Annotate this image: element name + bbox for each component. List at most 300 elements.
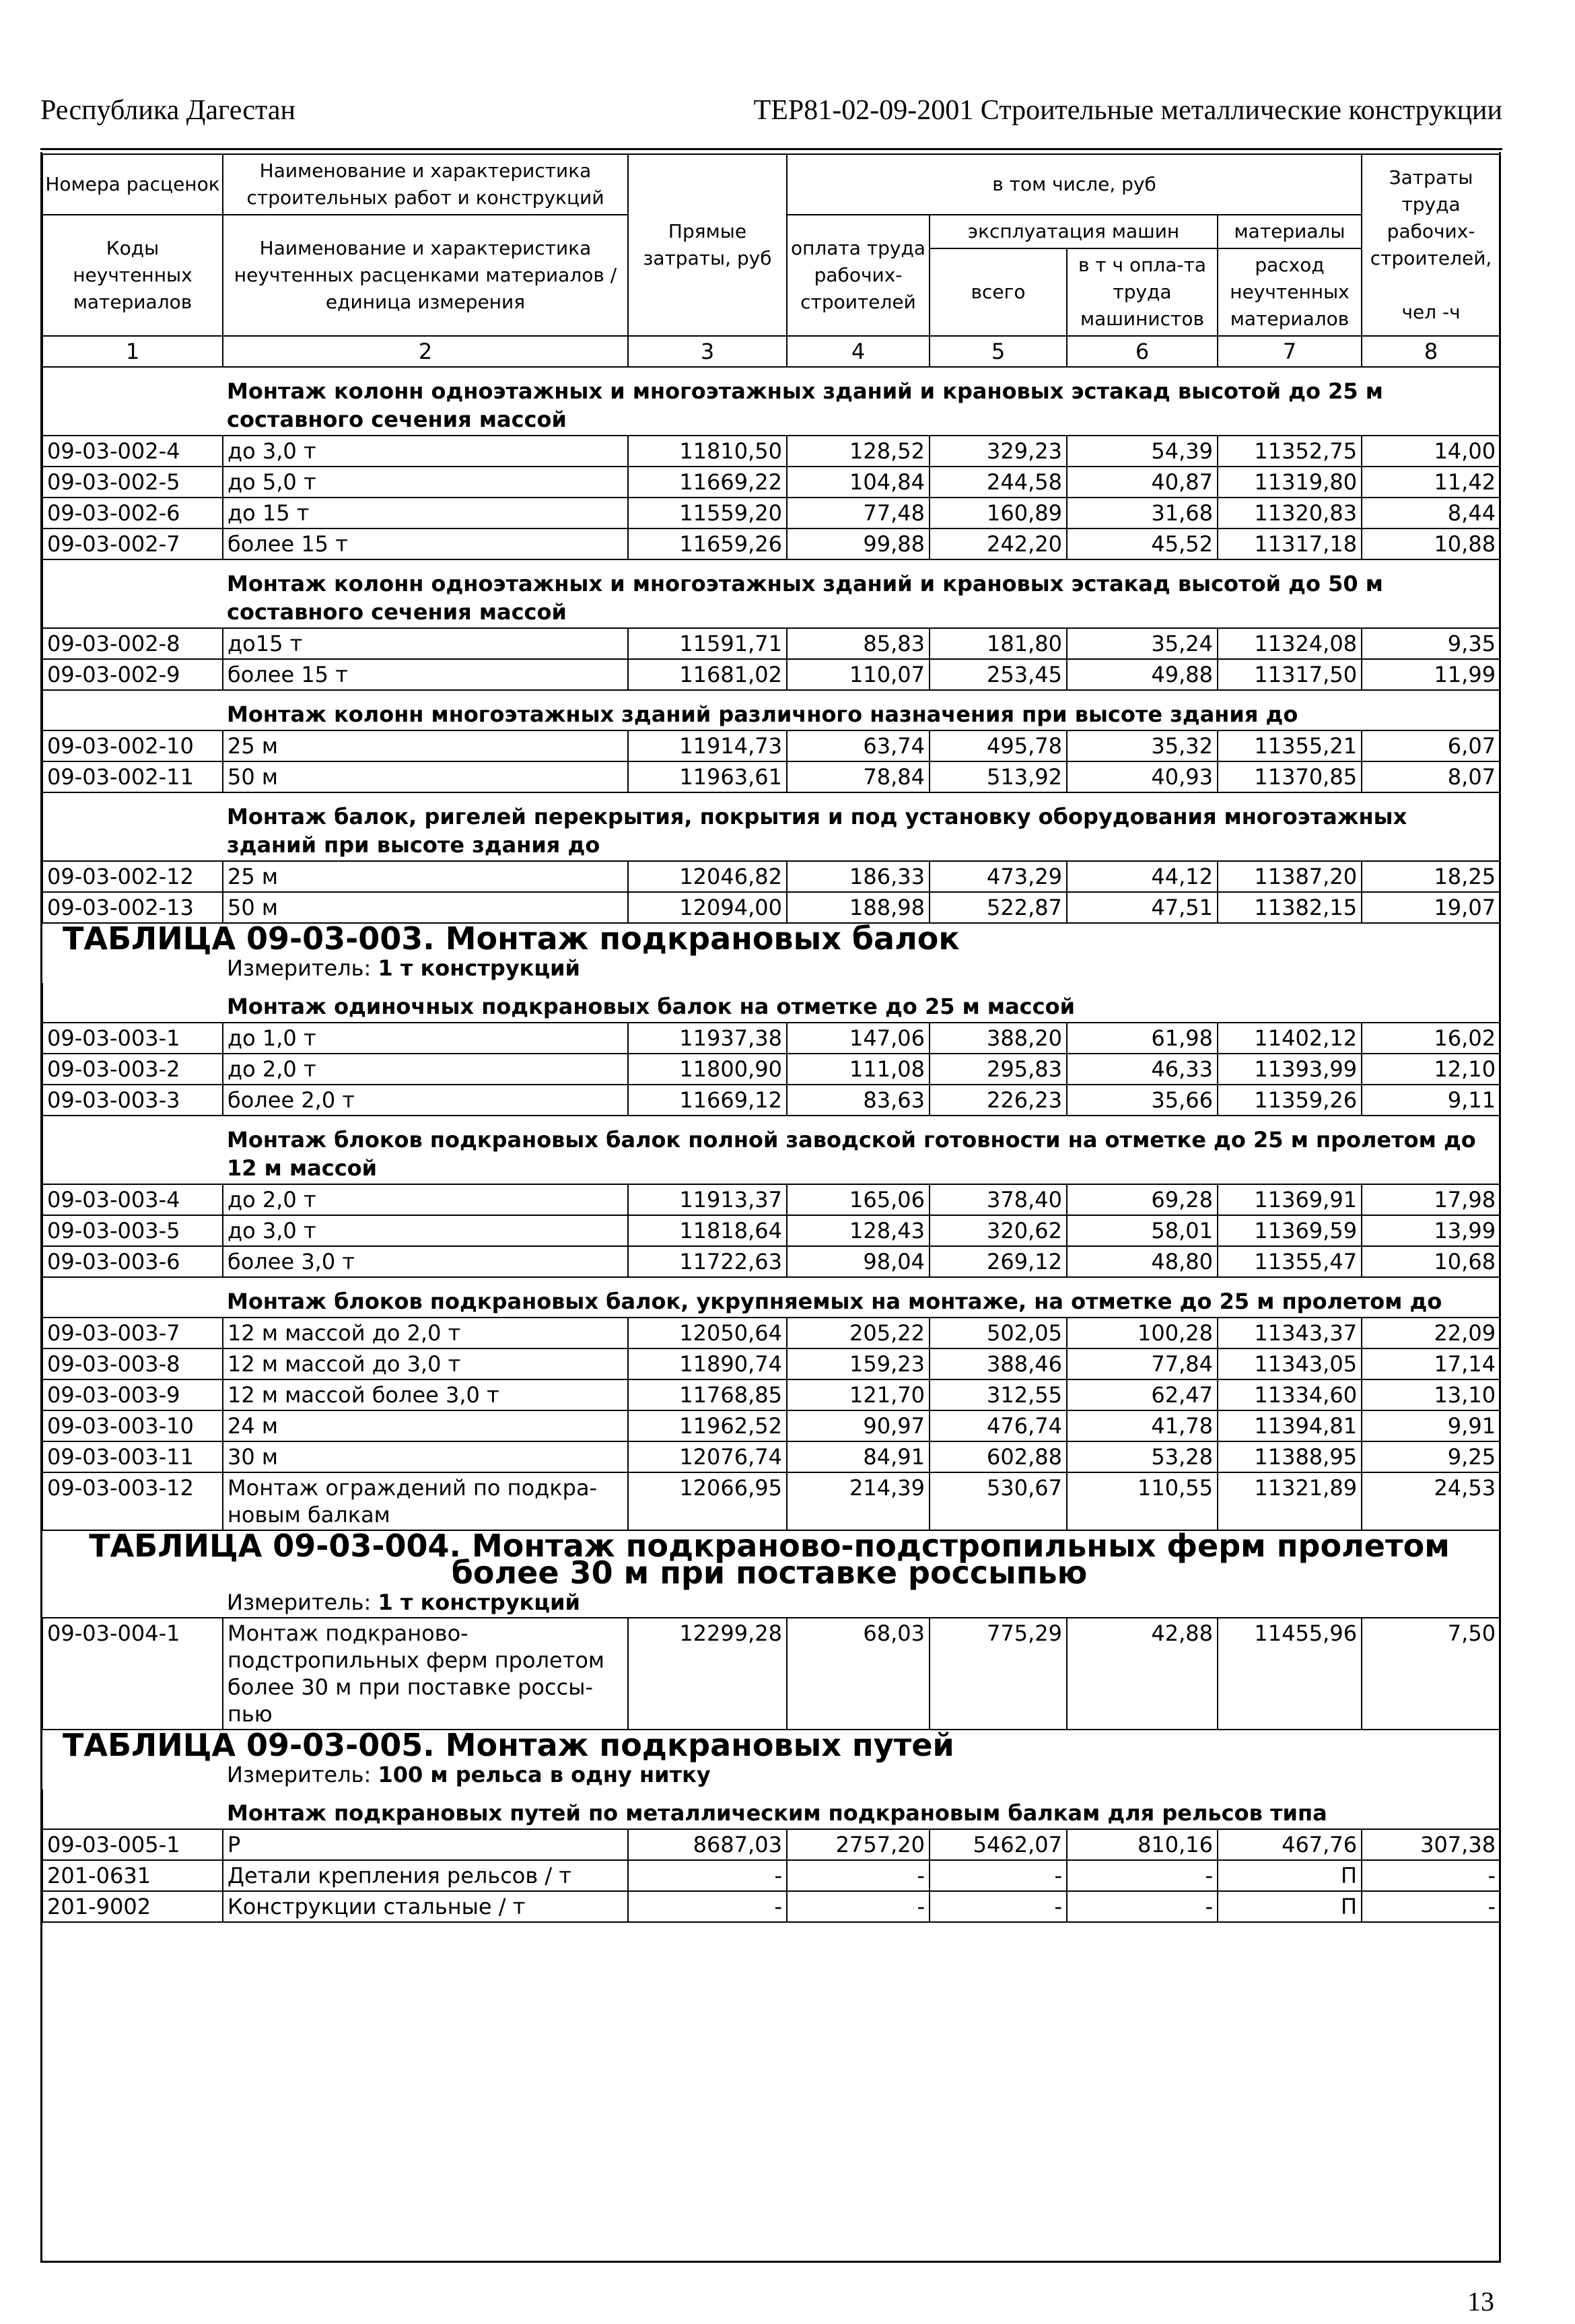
rate-value: 378,40: [930, 1184, 1067, 1215]
colnum-2: 2: [223, 336, 628, 367]
rate-name: 25 м: [223, 861, 628, 892]
measure-label: Измеритель:: [227, 955, 372, 981]
rate-value: 11768,85: [628, 1379, 787, 1410]
rate-value: 14,00: [1362, 436, 1500, 467]
rate-value: 11402,12: [1218, 1023, 1362, 1054]
rate-code: 09-03-003-6: [42, 1246, 223, 1277]
colnum-8: 8: [1362, 336, 1500, 367]
rate-value: 35,24: [1067, 628, 1218, 659]
colnum-6: 6: [1067, 336, 1218, 367]
rate-value: 40,93: [1067, 761, 1218, 792]
rate-value: -: [1362, 1860, 1500, 1891]
table-row: [42, 861, 1500, 892]
rate-value: 85,83: [787, 628, 930, 659]
rate-name: до 5,0 т: [223, 467, 628, 498]
col-2-bottom: Наименование и характеристика неучтенных расценками материалов / единица измерения: [223, 215, 628, 336]
col-2-top: Наименование и характеристика строительных работ и конструкций: [223, 154, 628, 215]
table-title: ТАБЛИЦА 09-03-005. Монтаж подкрановых путей: [63, 1727, 954, 1763]
col-8-unit: чел -ч: [1401, 301, 1461, 323]
measure-cell: [223, 1760, 1500, 1789]
rate-name: 50 м: [223, 761, 628, 792]
rate-value: -: [930, 1860, 1067, 1891]
rate-value: 19,07: [1362, 892, 1500, 923]
rate-code: 09-03-002-12: [42, 861, 223, 892]
rate-value: -: [1067, 1891, 1218, 1922]
rate-value: 8,07: [1362, 761, 1500, 792]
rate-value: 11382,15: [1218, 892, 1362, 923]
rate-value: 9,25: [1362, 1441, 1500, 1472]
rate-value: 17,98: [1362, 1184, 1500, 1215]
table-row: [42, 1860, 1500, 1891]
section-title: Монтаж подкрановых путей по металлическим подкрановым балкам для рельсов типа: [227, 1800, 1327, 1826]
incl-header: в том числе, руб: [787, 154, 1362, 215]
rate-value: 11810,50: [628, 436, 787, 467]
section-header-row: [42, 559, 1500, 628]
rate-value: 11343,37: [1218, 1318, 1362, 1348]
rate-code: 09-03-002-5: [42, 467, 223, 498]
measure-row: [42, 953, 1500, 983]
price-table: [42, 153, 1501, 1923]
measure-spacer: [42, 1587, 223, 1618]
section-title: Монтаж блоков подкрановых балок полной заводской готовности на отметке до 25 м пролетом до 12 м массой: [227, 1127, 1476, 1181]
col-8-label: Затраты труда рабочих-строителей,: [1370, 166, 1492, 269]
rate-value: 11963,61: [628, 761, 787, 792]
rate-value: 40,87: [1067, 467, 1218, 498]
rate-value: 49,88: [1067, 659, 1218, 690]
rate-code: 09-03-002-10: [42, 730, 223, 761]
rate-value: 473,29: [930, 861, 1067, 892]
rate-code: 09-03-003-11: [42, 1441, 223, 1472]
section-title: Монтаж колонн одноэтажных и многоэтажных зданий и крановых эстакад высотой до 50 м составного сечения массой: [227, 571, 1383, 625]
rate-value: 77,48: [787, 498, 930, 528]
rate-value: 11369,91: [1218, 1184, 1362, 1215]
rate-value: 11394,81: [1218, 1410, 1362, 1441]
rate-value: 110,07: [787, 659, 930, 690]
measure-value: 100 м рельса в одну нитку: [378, 1762, 711, 1787]
rate-value: 11890,74: [628, 1348, 787, 1379]
rate-value: -: [628, 1860, 787, 1891]
table-row: [42, 436, 1500, 467]
section-header-row: [42, 1277, 1500, 1318]
rate-code: 09-03-003-5: [42, 1215, 223, 1246]
rate-value: 11,99: [1362, 659, 1500, 690]
section-title: Монтаж одиночных подкрановых балок на отметке до 25 м массой: [227, 994, 1076, 1019]
rate-value: 6,07: [1362, 730, 1500, 761]
table-row: [42, 1215, 1500, 1246]
table-row: [42, 528, 1500, 559]
measure-label: Измеритель:: [227, 1762, 372, 1787]
table-row: [42, 1085, 1500, 1116]
table-row: [42, 1246, 1500, 1277]
rate-value: 11669,12: [628, 1085, 787, 1116]
rate-name: до 3,0 т: [223, 436, 628, 467]
measure-value: 1 т конструкций: [378, 1590, 580, 1615]
section-header-row: [42, 792, 1500, 861]
section-header-row: [42, 690, 1500, 730]
table-row: [42, 1054, 1500, 1085]
rate-value: 11455,96: [1218, 1618, 1362, 1730]
rate-value: 253,45: [930, 659, 1067, 690]
rate-name: Р: [223, 1829, 628, 1860]
rate-name: более 15 т: [223, 528, 628, 559]
rate-value: 128,52: [787, 436, 930, 467]
rate-value: -: [628, 1891, 787, 1922]
rate-value: 10,68: [1362, 1246, 1500, 1277]
colnum-4: 4: [787, 336, 930, 367]
rate-name: 25 м: [223, 730, 628, 761]
header-left: Республика Дагестан: [40, 95, 296, 126]
rate-value: 42,88: [1067, 1618, 1218, 1730]
table-row: [42, 1891, 1500, 1922]
rate-value: 99,88: [787, 528, 930, 559]
table-row: [42, 761, 1500, 792]
rate-value: 45,52: [1067, 528, 1218, 559]
rate-value: 11317,50: [1218, 659, 1362, 690]
rate-value: 8,44: [1362, 498, 1500, 528]
rate-value: 242,20: [930, 528, 1067, 559]
rate-value: 11800,90: [628, 1054, 787, 1085]
rate-value: 244,58: [930, 467, 1067, 498]
rate-value: 48,80: [1067, 1246, 1218, 1277]
rate-name: до 2,0 т: [223, 1054, 628, 1085]
rate-value: 388,20: [930, 1023, 1067, 1054]
rate-value: 205,22: [787, 1318, 930, 1348]
rate-value: 104,84: [787, 467, 930, 498]
rate-value: 476,74: [930, 1410, 1067, 1441]
rate-value: 11334,60: [1218, 1379, 1362, 1410]
rate-value: 11937,38: [628, 1023, 787, 1054]
rate-name: до 3,0 т: [223, 1215, 628, 1246]
table-row: [42, 1472, 1500, 1530]
rate-value: 11321,89: [1218, 1472, 1362, 1530]
rate-value: 11320,83: [1218, 498, 1362, 528]
rate-value: 69,28: [1067, 1184, 1218, 1215]
measure-row: [42, 1760, 1500, 1789]
rate-value: 11355,47: [1218, 1246, 1362, 1277]
rate-value: 5462,07: [930, 1829, 1067, 1860]
rate-value: 11914,73: [628, 730, 787, 761]
col-6: в т ч опла-та труда машинистов: [1067, 248, 1218, 336]
rate-value: 61,98: [1067, 1023, 1218, 1054]
section-title: Монтаж блоков подкрановых балок, укрупняемых на монтаже, на отметке до 25 м пролетом до: [227, 1289, 1442, 1314]
rate-code: 09-03-003-3: [42, 1085, 223, 1116]
rate-value: 160,89: [930, 498, 1067, 528]
rate-value: 68,03: [787, 1618, 930, 1730]
table-row: [42, 628, 1500, 659]
rate-value: 214,39: [787, 1472, 930, 1530]
rate-value: -: [787, 1891, 930, 1922]
rate-value: 31,68: [1067, 498, 1218, 528]
col-1-top: Номера расценок: [42, 154, 223, 215]
rate-value: 128,43: [787, 1215, 930, 1246]
rate-value: 54,39: [1067, 436, 1218, 467]
table-row: [42, 1318, 1500, 1348]
materials-header: материалы: [1218, 215, 1362, 248]
rate-value: 46,33: [1067, 1054, 1218, 1085]
rate-value: 16,02: [1362, 1023, 1500, 1054]
rate-name: 12 м массой до 2,0 т: [223, 1318, 628, 1348]
table-title-row: [42, 1530, 1500, 1587]
rate-value: 11913,37: [628, 1184, 787, 1215]
rate-value: 269,12: [930, 1246, 1067, 1277]
table-row: [42, 730, 1500, 761]
table-title-row: [42, 1730, 1500, 1760]
rate-value: 602,88: [930, 1441, 1067, 1472]
section-title: Монтаж колонн многоэтажных зданий различного назначения при высоте здания до: [227, 702, 1298, 727]
rate-value: 329,23: [930, 436, 1067, 467]
section-spacer: [42, 690, 223, 730]
rate-value: 98,04: [787, 1246, 930, 1277]
rate-value: 78,84: [787, 761, 930, 792]
rate-value: 11669,22: [628, 467, 787, 498]
rate-value: 9,91: [1362, 1410, 1500, 1441]
rate-value: 12299,28: [628, 1618, 787, 1730]
rate-code: 09-03-002-4: [42, 436, 223, 467]
rate-code: 201-0631: [42, 1860, 223, 1891]
rate-code: 09-03-003-9: [42, 1379, 223, 1410]
rate-value: -: [1362, 1891, 1500, 1922]
rate-name: 50 м: [223, 892, 628, 923]
measure-value: 1 т конструкций: [378, 955, 580, 981]
rate-value: 307,38: [1362, 1829, 1500, 1860]
rate-value: 2757,20: [787, 1829, 930, 1860]
rate-value: -: [930, 1891, 1067, 1922]
section-header-row: [42, 983, 1500, 1023]
section-spacer: [42, 983, 223, 1023]
rate-name: Конструкции стальные / т: [223, 1891, 628, 1922]
rate-code: 09-03-003-1: [42, 1023, 223, 1054]
rate-code: 09-03-002-8: [42, 628, 223, 659]
rate-code: 09-03-002-11: [42, 761, 223, 792]
table-row: [42, 892, 1500, 923]
rate-value: 12046,82: [628, 861, 787, 892]
rate-value: 8687,03: [628, 1829, 787, 1860]
rate-value: 7,50: [1362, 1618, 1500, 1730]
rate-code: 09-03-003-12: [42, 1472, 223, 1530]
rate-name: более 15 т: [223, 659, 628, 690]
rate-value: -: [1067, 1860, 1218, 1891]
rate-name: Детали крепления рельсов / т: [223, 1860, 628, 1891]
rate-value: 10,88: [1362, 528, 1500, 559]
rate-name: до 15 т: [223, 498, 628, 528]
rate-value: 513,92: [930, 761, 1067, 792]
rate-value: 11962,52: [628, 1410, 787, 1441]
machines-header: эксплуатация машин: [930, 215, 1218, 248]
rate-value: 775,29: [930, 1618, 1067, 1730]
rate-value: 110,55: [1067, 1472, 1218, 1530]
rate-value: 11359,26: [1218, 1085, 1362, 1116]
rate-value: 41,78: [1067, 1410, 1218, 1441]
rate-code: 09-03-003-4: [42, 1184, 223, 1215]
table-row: [42, 1441, 1500, 1472]
rate-code: 09-03-003-10: [42, 1410, 223, 1441]
table-row: [42, 1023, 1500, 1054]
table-title: ТАБЛИЦА 09-03-003. Монтаж подкрановых балок: [63, 920, 960, 957]
rate-value: 100,28: [1067, 1318, 1218, 1348]
colnum-5: 5: [930, 336, 1067, 367]
rate-value: 165,06: [787, 1184, 930, 1215]
rate-value: 181,80: [930, 628, 1067, 659]
rate-value: П: [1218, 1891, 1362, 1922]
rate-name: до 1,0 т: [223, 1023, 628, 1054]
rate-code: 09-03-003-2: [42, 1054, 223, 1085]
rate-value: 226,23: [930, 1085, 1067, 1116]
rate-value: 24,53: [1362, 1472, 1500, 1530]
rate-name: Монтаж подкраново-подстропильных ферм пролетом более 30 м при поставке россы-пью: [223, 1618, 628, 1730]
rate-value: 11559,20: [628, 498, 787, 528]
section-header-row: [42, 367, 1500, 436]
rate-value: 83,63: [787, 1085, 930, 1116]
rate-value: 11722,63: [628, 1246, 787, 1277]
section-header-row: [42, 1789, 1500, 1829]
rate-value: 11591,71: [628, 628, 787, 659]
table-row: [42, 1829, 1500, 1860]
rate-value: 63,74: [787, 730, 930, 761]
section-title: Монтаж колонн одноэтажных и многоэтажных зданий и крановых эстакад высотой до 25 м составного сечения массой: [227, 378, 1383, 432]
rate-value: 35,32: [1067, 730, 1218, 761]
page-number: 13: [1467, 2286, 1494, 2317]
rate-code: 09-03-005-1: [42, 1829, 223, 1860]
colnum-1: 1: [42, 336, 223, 367]
rate-value: 12,10: [1362, 1054, 1500, 1085]
rate-value: 90,97: [787, 1410, 930, 1441]
rate-value: 11343,05: [1218, 1348, 1362, 1379]
rate-value: 11355,21: [1218, 730, 1362, 761]
table-row: [42, 1618, 1500, 1730]
section-spacer: [42, 1116, 223, 1184]
section-title: Монтаж балок, ригелей перекрытия, покрытия и под установку оборудования многоэтажных зданий при высоте здания до: [227, 804, 1407, 858]
rate-value: 186,33: [787, 861, 930, 892]
rate-value: 522,87: [930, 892, 1067, 923]
measure-label: Измеритель:: [227, 1590, 372, 1615]
measure-cell: [223, 953, 1500, 983]
col-7: расход неучтенных материалов: [1218, 248, 1362, 336]
col-5: всего: [930, 248, 1067, 336]
rate-value: 11659,26: [628, 528, 787, 559]
col-4: оплата труда рабочих-строителей: [787, 215, 930, 336]
table-title: ТАБЛИЦА 09-03-004. Монтаж подкраново-подстропильных ферм пролетом более 30 м при поставке россыпью: [89, 1528, 1450, 1591]
rate-value: 312,55: [930, 1379, 1067, 1410]
rate-value: 388,46: [930, 1348, 1067, 1379]
rate-value: 11387,20: [1218, 861, 1362, 892]
measure-row: [42, 1587, 1500, 1618]
rate-name: более 3,0 т: [223, 1246, 628, 1277]
table-row: [42, 1348, 1500, 1379]
rate-value: 11393,99: [1218, 1054, 1362, 1085]
rate-value: 13,10: [1362, 1379, 1500, 1410]
column-numbers-row: [42, 336, 1500, 367]
table-row: [42, 1184, 1500, 1215]
rate-value: П: [1218, 1860, 1362, 1891]
rate-code: 09-03-002-9: [42, 659, 223, 690]
section-spacer: [42, 559, 223, 628]
rate-value: 12050,64: [628, 1318, 787, 1348]
rate-code: 09-03-002-7: [42, 528, 223, 559]
rate-value: 111,08: [787, 1054, 930, 1085]
measure-cell: [223, 1587, 1500, 1618]
rate-value: 9,35: [1362, 628, 1500, 659]
rate-value: 188,98: [787, 892, 930, 923]
rate-value: 47,51: [1067, 892, 1218, 923]
colnum-3: 3: [628, 336, 787, 367]
table-row: [42, 1410, 1500, 1441]
rate-value: 12066,95: [628, 1472, 787, 1530]
rate-value: 502,05: [930, 1318, 1067, 1348]
rate-value: 35,66: [1067, 1085, 1218, 1116]
rate-value: 11369,59: [1218, 1215, 1362, 1246]
table-row: [42, 1379, 1500, 1410]
col-1-bottom: Коды неучтенных материалов: [42, 215, 223, 336]
rate-value: 11388,95: [1218, 1441, 1362, 1472]
rate-value: 11352,75: [1218, 436, 1362, 467]
rate-value: 495,78: [930, 730, 1067, 761]
header-right: ТЕР81-02-09-2001 Строительные металлические конструкции: [753, 95, 1502, 126]
rate-value: 320,62: [930, 1215, 1067, 1246]
rate-value: 11681,02: [628, 659, 787, 690]
rate-value: 84,91: [787, 1441, 930, 1472]
section-spacer: [42, 367, 223, 436]
rate-name: до15 т: [223, 628, 628, 659]
rate-value: 44,12: [1067, 861, 1218, 892]
rate-value: 62,47: [1067, 1379, 1218, 1410]
rate-value: 11319,80: [1218, 467, 1362, 498]
section-header-row: [42, 1116, 1500, 1184]
rate-value: 11818,64: [628, 1215, 787, 1246]
rate-value: 530,67: [930, 1472, 1067, 1530]
rate-value: 77,84: [1067, 1348, 1218, 1379]
rate-name: 24 м: [223, 1410, 628, 1441]
rate-code: 09-03-003-8: [42, 1348, 223, 1379]
rate-value: 53,28: [1067, 1441, 1218, 1472]
rate-code: 09-03-003-7: [42, 1318, 223, 1348]
rate-name: 12 м массой более 3,0 т: [223, 1379, 628, 1410]
rate-value: 58,01: [1067, 1215, 1218, 1246]
rate-value: 12094,00: [628, 892, 787, 923]
rate-value: 11370,85: [1218, 761, 1362, 792]
rate-name: Монтаж ограждений по подкра-новым балкам: [223, 1472, 628, 1530]
measure-spacer: [42, 953, 223, 983]
rate-value: 18,25: [1362, 861, 1500, 892]
rate-value: 121,70: [787, 1379, 930, 1410]
rate-value: 13,99: [1362, 1215, 1500, 1246]
rate-value: 159,23: [787, 1348, 930, 1379]
rate-value: 11324,08: [1218, 628, 1362, 659]
colnum-7: 7: [1218, 336, 1362, 367]
rate-value: 22,09: [1362, 1318, 1500, 1348]
col-8: [1362, 154, 1500, 336]
rate-value: 11,42: [1362, 467, 1500, 498]
rate-value: 467,76: [1218, 1829, 1362, 1860]
table-row: [42, 498, 1500, 528]
rate-name: 12 м массой до 3,0 т: [223, 1348, 628, 1379]
section-spacer: [42, 1789, 223, 1829]
rate-value: 9,11: [1362, 1085, 1500, 1116]
table-row: [42, 659, 1500, 690]
rate-code: 09-03-004-1: [42, 1618, 223, 1730]
rate-value: 810,16: [1067, 1829, 1218, 1860]
measure-spacer: [42, 1760, 223, 1789]
section-spacer: [42, 1277, 223, 1318]
col-3: Прямые затраты, руб: [628, 154, 787, 336]
rate-value: 147,06: [787, 1023, 930, 1054]
rate-name: более 2,0 т: [223, 1085, 628, 1116]
table-title-row: [42, 923, 1500, 953]
header-row-1: [42, 154, 1500, 215]
rate-value: -: [787, 1860, 930, 1891]
rate-value: 12076,74: [628, 1441, 787, 1472]
rate-value: 11317,18: [1218, 528, 1362, 559]
rate-value: 295,83: [930, 1054, 1067, 1085]
